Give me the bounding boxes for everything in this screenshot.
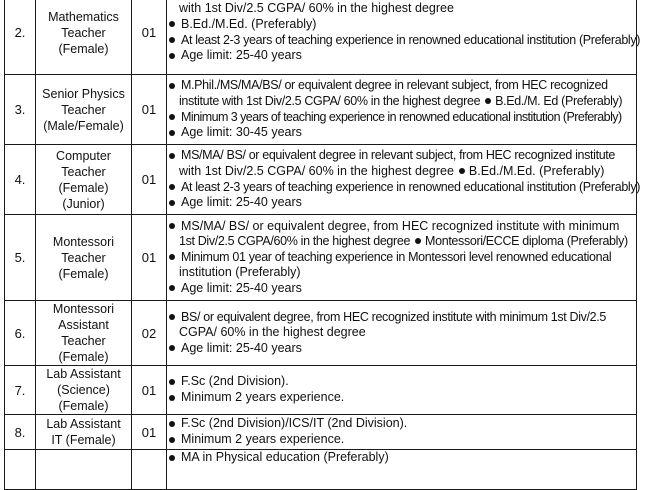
bullet-icon [169,345,175,351]
requirement-line: with 1st Div/2.5 CGPA/ 60% in the highest degree [179,1,454,16]
bullet-icon [415,238,421,244]
bullet-icon [169,130,175,136]
requirement-line: Minimum 2 years experience. [167,432,636,448]
requirement-line: institution (Preferably) [179,265,301,280]
table-row [5,450,637,490]
requirement-line: F.Sc (2nd Division)/ICS/IT (2nd Division). [167,416,636,432]
requirement-line: Age limit: 30-45 years [167,125,636,141]
requirements [167,415,637,450]
row-number: 6. [5,301,36,366]
requirement-line: CGPA/ 60% in the highest degree [179,325,366,340]
post-line: Teacher [61,250,106,265]
post-line: Mathematics [48,9,119,24]
bullet-icon [169,254,175,260]
row-number [5,450,36,490]
post-line: (Junior) [62,196,105,211]
post-title [36,450,132,490]
requirement-line: M.Phil./MS/MA/BS/ or equivalent degree in relevant subject, from HEC recognized [167,78,636,94]
table-row [5,366,637,415]
requirements [167,366,637,415]
bullet-icon [169,455,175,461]
bullet-icon [169,223,175,229]
post-line: Teacher [61,25,106,40]
post-title [36,145,132,215]
post-count [132,450,167,490]
requirements [167,215,637,301]
requirement-line: Minimum 01 year of teaching experience in Montessori level renowned educational [167,250,636,266]
post-title [36,75,132,145]
bullet-icon [169,379,175,385]
job-table [4,0,641,490]
post-count: 01 [132,366,167,415]
bullet-icon [169,437,175,443]
row-number: 2. [5,0,36,75]
post-title [36,366,132,415]
post-line: (Female) [58,41,109,56]
requirement-line: Age limit: 25-40 years [167,341,636,357]
bullet-icon [169,184,175,190]
bullet-icon [169,53,175,59]
requirement-line: B.Ed./M.Ed. (Preferably) [167,17,636,33]
bullet-icon [169,114,175,120]
table-row [5,215,637,301]
post-line: Montessori [52,302,115,316]
requirements [167,450,637,490]
table-row [5,75,637,145]
bullet-icon [169,83,175,89]
post-title [36,0,132,75]
requirements [167,75,637,145]
requirement-line: F.Sc (2nd Division). [167,374,636,390]
post-count: 01 [132,145,167,215]
row-number: 3. [5,75,36,145]
post-line: IT (Female) [51,433,116,447]
post-line: (Female) [58,266,109,281]
post-line: Montessori [52,234,115,249]
requirements [167,145,641,215]
bullet-icon [459,168,465,174]
post-line: Computer [56,148,111,163]
post-title [36,301,132,366]
table-row [5,415,637,450]
row-number: 7. [5,366,36,415]
requirement-line: with 1st Div/2.5 CGPA/ 60% in the highest degree B.Ed./M.Ed. (Preferably) [179,163,605,178]
bullet-icon [169,37,175,43]
bullet-icon [169,395,175,401]
post-line: (Science) (Female) [57,383,110,413]
requirement-line: At least 2-3 years of teaching experience in renowned educational institution (Preferably) [167,180,636,196]
post-line: (Male/Female) [43,118,124,133]
requirement-line: BS/ or equivalent degree, from HEC recognized institute with minimum 1st Div/2.5 [167,310,636,326]
row-number: 8. [5,415,36,450]
bullet-icon [169,200,175,206]
bullet-icon [169,421,175,427]
row-number: 5. [5,215,36,301]
requirement-line: MS/MA/ BS/ or equivalent degree in relevant subject, from HEC recognized institute [167,148,636,164]
requirement-line: Minimum 3 years of teaching experience in renowned educational institution (Preferably) [167,110,636,126]
post-count: 01 [132,0,167,75]
post-line: Teacher (Female) [58,334,109,364]
post-count: 01 [132,215,167,301]
post-count: 02 [132,301,167,366]
requirement-line: institute with 1st Div/2.5 CGPA/ 60% in the highest degree B.Ed./M. Ed (Preferably) [179,93,623,108]
bullet-icon [169,153,175,159]
post-line: Teacher [61,102,106,117]
bullet-icon [169,21,175,27]
requirement-line: 1st Div/2.5 CGPA/60% in the highest degree Montessori/ECCE diploma (Preferably) [179,234,628,249]
requirement-line: MS/MA/ BS/ or equivalent degree, from HEC recognized institute with minimum [167,219,636,235]
bullet-icon [169,314,175,320]
post-line: Lab Assistant [46,417,121,431]
post-line: (Female) [58,180,109,195]
requirement-line: Age limit: 25-40 years [167,281,636,297]
post-title [36,415,132,450]
bullet-icon [169,285,175,291]
requirement-line: Age limit: 25-40 years [167,195,636,211]
post-title [36,215,132,301]
requirement-line: Minimum 2 years experience. [167,390,636,406]
post-count: 01 [132,415,167,450]
requirement-line: At least 2-3 years of teaching experience in renowned educational institution (Preferably) [167,33,636,49]
row-number: 4. [5,145,36,215]
post-line: Teacher [61,164,106,179]
requirement-line: MA in Physical education (Preferably) [167,450,636,466]
requirement-line: Age limit: 25-40 years [167,48,636,64]
post-line: Senior Physics [42,86,125,101]
bullet-icon [485,98,491,104]
post-count: 01 [132,75,167,145]
table-row [5,145,637,215]
table-row [5,301,637,366]
post-line: Assistant [58,318,109,332]
post-line: Lab Assistant [46,367,121,381]
table-row [5,0,637,75]
requirements [167,0,641,75]
requirements [167,301,637,366]
